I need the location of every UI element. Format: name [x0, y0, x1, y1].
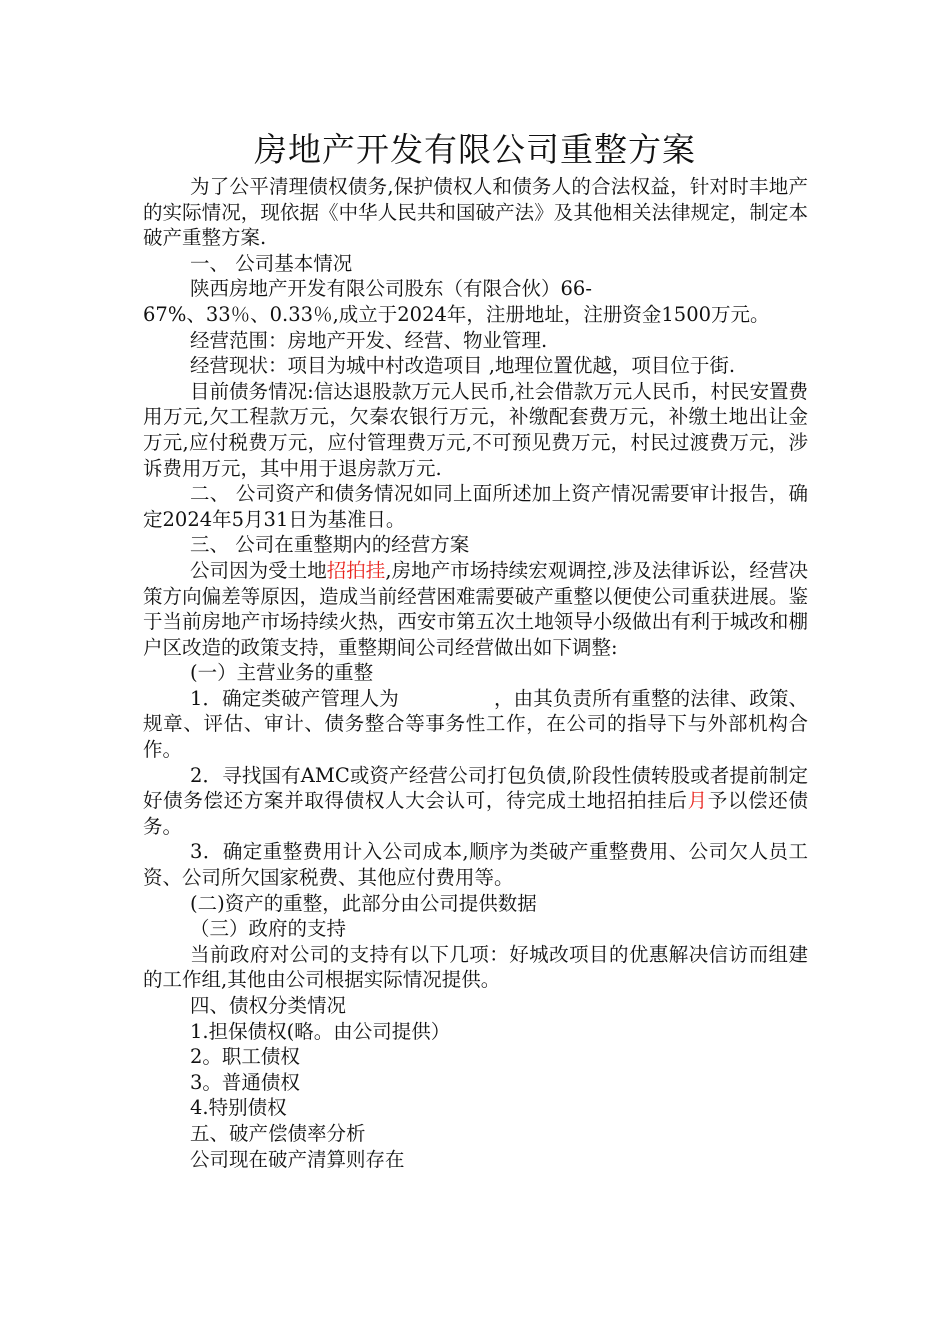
item-3-paragraph: 3．确定重整费用计入公司成本,顺序为类破产重整费用、公司欠人员工资、公司所欠国家税费、其他应付费用等。 [143, 840, 808, 890]
operations-text-after: ,房地产市场持续宏观调控,涉及法律诉讼，经营决策方向偏差等原因，造成当前经营困难需要破产重整以便使公司重获进展。鉴于当前房地产市场持续火热，西安市第五次土地领导小级做出有利于城改和棚户区改造的政策支持，重整期间公司经营做出如下调整: [143, 558, 808, 659]
item-2-text-after: 予以偿还债务。 [143, 789, 808, 838]
subheading-assets: (二)资产的重整，此部分由公司提供数据 [190, 891, 537, 915]
subheading-main-business: (一）主营业务的重整 [190, 661, 374, 685]
item-1-paragraph [143, 686, 808, 763]
operations-text-before: 公司因为受土地 [190, 558, 327, 582]
shareholders-line-1: 陕西房地产开发有限公司股东（有限合伙）66- [190, 277, 592, 301]
section-heading-4: 四、债权分类情况 [190, 994, 347, 1017]
item-2-highlight: 月 [687, 789, 708, 813]
claim-item-3: 3。普通债权 [190, 1070, 300, 1094]
section-heading-5: 五、破产偿债率分析 [190, 1121, 366, 1145]
item-1-text-after: ，由其负责所有重整的法律、政策、规章、评估、审计、债务整合等事务性工作，在公司的指导下与外部机构合作。 [143, 686, 808, 762]
shareholders-line-2: 67%、33％、0.33％,成立于2024年，注册地址，注册资金1500万元。 [143, 302, 770, 326]
government-support-paragraph: 当前政府对公司的支持有以下几项：好城改项目的优惠解决信访而组建的工作组,其他由公司根据实际情况提供。 [143, 942, 808, 992]
section-heading-1: 一、 公司基本情况 [190, 251, 353, 275]
subheading-government: （三）政府的支持 [190, 917, 347, 941]
item-2-text-before: 2．寻找国有AMC或资产经营公司打包负债,阶段性债转股或者提前制定好债务偿还方案并取得债权人大会认可，待完成土地招拍挂后 [143, 763, 808, 813]
debts-paragraph: 目前债务情况:信达退股款万元人民币,社会借款万元人民币，村民安置费用万元,欠工程款万元，欠秦农银行万元，补缴配套费万元，补缴土地出让金万元,应付税费万元，应付管理费万元,不可预见费万元，村民过渡费万元，涉诉费用万元，其中用于退房款万元. [143, 379, 808, 480]
claim-item-1: 1.担保债权(略。由公司提供） [190, 1019, 451, 1043]
section-heading-3: 三、 公司在重整期内的经营方案 [190, 533, 470, 557]
document-title: 房地产开发有限公司重整方案 [254, 130, 696, 169]
claim-item-4: 4.特别债权 [190, 1096, 287, 1120]
business-scope-paragraph: 经营范围：房地产开发、经营、物业管理. [190, 328, 548, 352]
intro-paragraph: 为了公平清理债权债务,保护债权人和债务人的合法权益，针对时丰地产的实际情况，现依据《中华人民共和国破产法》及其他相关法律规定，制定本破产重整方案. [143, 175, 808, 250]
document-body [143, 174, 808, 1172]
operations-paragraph [143, 558, 808, 660]
claim-item-2: 2。职工债权 [190, 1045, 300, 1069]
section-heading-2: 二、 公司资产和债务情况如同上面所述加上资产情况需要审计报告，确定2024年5月31日为基准日。 [143, 482, 808, 531]
final-paragraph: 公司现在破产清算则存在 [190, 1147, 405, 1171]
item-1-text-before: 1．确定类破产管理人为 [190, 686, 399, 710]
operations-highlight: 招拍挂 [326, 558, 386, 582]
item-2-paragraph [143, 763, 808, 840]
business-status-paragraph: 经营现状：项目为城中村改造项目 ,地理位置优越，项目位于街. [190, 354, 736, 378]
